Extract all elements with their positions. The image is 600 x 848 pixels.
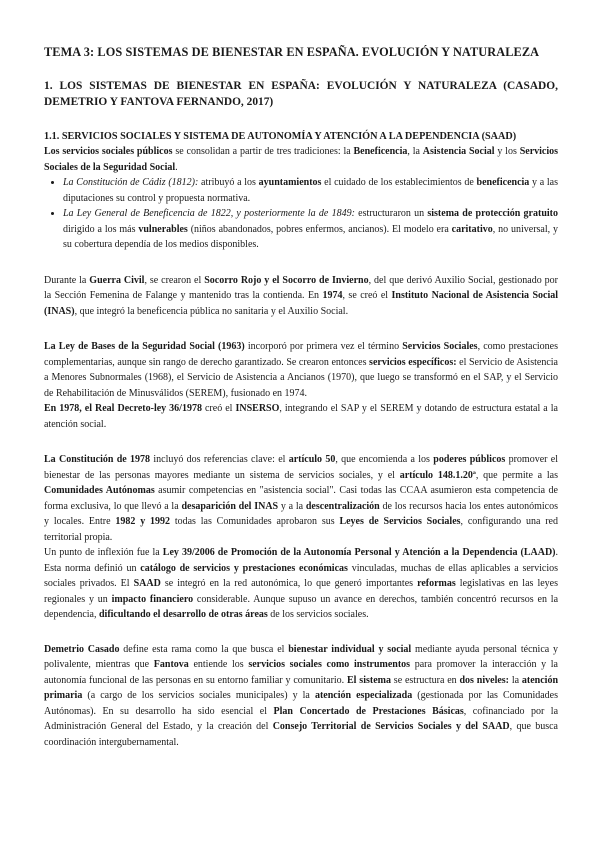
subsection-heading: 1.1. SERVICIOS SOCIALES Y SISTEMA DE AUTONOMÍA Y ATENCIÓN A LA DEPENDENCIA (SAAD)	[44, 131, 517, 142]
paragraph-laad: Un punto de inflexión fue la Ley 39/2006 de Promoción de la Autonomía Personal y Atención a la Dependencia (LAAD). Esta norma definió un catálogo de servicios y prestaciones económicas vinculadas, muchas de ellas aplicables a servicios sociales privados. El SAAD se integró en la red autonómica, lo que generó importantes reformas legislativas en las leyes regionales y un impacto financiero considerable. Aunque supuso un avance en derechos, también concentró recursos en la dependencia, dificultando el desarrollo de otras áreas de los servicios sociales.	[44, 547, 559, 620]
paragraph-civil-war: Durante la Guerra Civil, se crearon el Socorro Rojo y el Socorro de Invierno, del que derivó Auxilio Social, gestionado por la Sección Femenina de Falange y mantenido tras la contienda. En 1974, se creó el Instituto Nacional de Asistencia Social (INAS), que integró la beneficencia pública no sanitaria y el Auxilio Social.	[44, 274, 558, 317]
paragraph-constitution: La Constitución de 1978 incluyó dos referencias clave: el artículo 50, que encomienda a los poderes públicos promover el bienestar de las personas mayores mediante un sistema de servicios sociales, y el artículo 148.1.20ª, que permite a las Comunidades Autónomas asumir competencias en "asistencia social". Casi todas las CCAA asumieron esta competencia de forma exclusiva, lo que llevó a la desaparición del INAS y a la descentralización de los recursos hacia los entes autonómicos y locales. Entre 1982 y 1992 todas las Comunidades aprobaron sus Leyes de Servicios Sociales, configurando una red territorial propia.	[44, 454, 559, 543]
section-heading: 1. LOS SISTEMAS DE BIENESTAR EN ESPAÑA: EVOLUCIÓN Y NATURALEZA (CASADO, DEMETRIO Y FANTOVA FERNANDO, 2017)	[44, 80, 558, 108]
paragraph-social-security-law: La Ley de Bases de la Seguridad Social (1963) incorporó por primera vez el término Servicios Sociales, como prestaciones complementarias, aunque sin rango de derecho garantizado. Se crearon entonces servicios específicos: el Servicio de Asistencia a Menores Subnormales (1968), el Servicio de Asistencia a Ancianos (1970), que luego se transformó en el SAP, y el Servicio de Rehabilitación de Minusválidos (SEREM), fusionado en 1974.	[44, 341, 559, 399]
list-item: • La Constitución de Cádiz (1812): atribuyó a los ayuntamientos el cuidado de los establecimientos de beneficencia y a las diputaciones su control y propuesta normativa.	[63, 175, 558, 206]
page-title: TEMA 3: LOS SISTEMAS DE BIENESTAR EN ESPAÑA. EVOLUCIÓN Y NATURALEZA	[44, 45, 540, 59]
tradition-list	[44, 175, 558, 253]
paragraph-intro: Los servicios sociales públicos se consolidan a partir de tres tradiciones: la Beneficencia, la Asistencia Social y los Servicios Sociales de la Seguridad Social.	[44, 146, 559, 173]
paragraph-definitions: Demetrio Casado define esta rama como la que busca el bienestar individual y social mediante ayuda personal técnica y polivalente, mientras que Fantova entiende los servicios sociales como instrumentos para promover la interacción y la autonomía funcional de las personas en su entorno familiar y comunitario. El sistema se estructura en dos niveles: la atención primaria (a cargo de los servicios sociales municipales) y la atención especializada (gestionada por las Comunidades Autónomas). En su desarrollo ha sido esencial el Plan Concertado de Prestaciones Básicas, cofinanciado por la Administración General del Estado, y la creación del Consejo Territorial de Servicios Sociales y del SAAD, que busca coordinación intergubernamental.	[44, 643, 559, 748]
paragraph-inserso: En 1978, el Real Decreto-ley 36/1978 creó el INSERSO, integrando el SAP y el SEREM y dotando de estructura estatal a la atención social.	[44, 403, 558, 430]
list-item: • La Ley General de Beneficencia de 1822, y posteriormente la de 1849: estructuraron un sistema de protección gratuito dirigido a los más vulnerables (niños abandonados, pobres enfermos, ancianos). El modelo era caritativo, no universal, y su cobertura dependía de los medios disponibles.	[63, 206, 558, 253]
document-page	[44, 44, 558, 750]
